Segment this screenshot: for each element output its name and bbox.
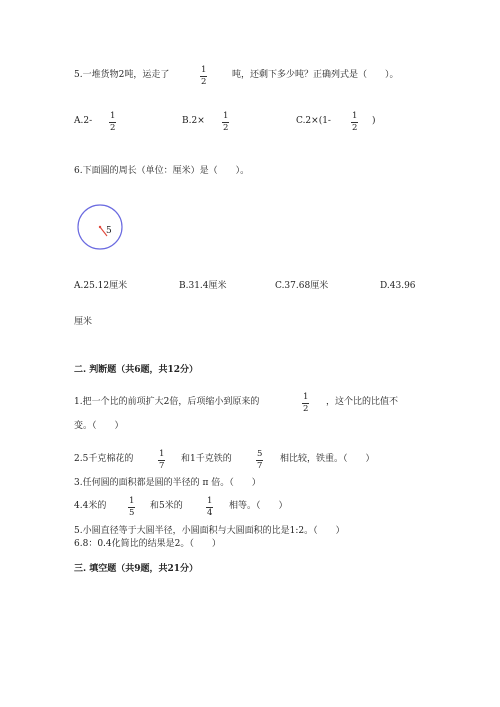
section-2-title: 二. 判断题（共6题，共12分）	[74, 365, 199, 375]
section-3-title: 三. 填空题（共9题，共21分）	[74, 564, 199, 574]
fraction-numerator: 1	[201, 65, 207, 75]
q5-stem-end: 吨，还剩下多少吨？正确列式是（ ）。	[232, 70, 399, 80]
judge-4-fraction-2	[206, 497, 213, 517]
judge-3: 3.任何圆的面积都是圆的半径的 π 倍。（ ）	[74, 478, 261, 488]
fraction-denominator: 7	[257, 460, 263, 471]
judge-2-mid: 和1千克铁的	[181, 454, 232, 464]
q5-option-c-close: )	[372, 116, 376, 126]
judge-1-cont: 变。（ ）	[74, 421, 124, 431]
judge-4-start: 4.4米的	[74, 501, 107, 511]
judge-5: 5.小圆直径等于大圆半径，小圆面积与大圆面积的比是1:2。（ ）	[74, 526, 345, 536]
fraction-denominator: 5	[129, 507, 135, 518]
q5-fraction	[200, 66, 207, 86]
q5-option-a: A.2-	[74, 116, 93, 126]
q5-stem-start: 5.一堆货物2吨，运走了	[74, 70, 170, 80]
q5-option-a-fraction	[109, 112, 116, 132]
judge-4-fraction-1	[128, 497, 135, 517]
fraction-numerator: 1	[223, 111, 229, 121]
q5-option-b: B.2×	[182, 116, 205, 126]
judge-2-end: 相比较，铁重。（ ）	[280, 454, 375, 464]
fraction-denominator: 2	[201, 76, 207, 87]
judge-1-fraction	[302, 393, 309, 413]
fraction-denominator: 7	[159, 460, 165, 471]
radius-label: 5	[106, 226, 112, 236]
q6-option-d: D.43.96	[380, 281, 416, 291]
q6-option-d-unit: 厘米	[74, 317, 93, 327]
judge-2-start: 2.5千克棉花的	[74, 454, 134, 464]
fraction-denominator: 2	[352, 122, 358, 133]
q6-option-b: B.31.4厘米	[179, 281, 227, 291]
q5-option-b-fraction	[222, 112, 229, 132]
judge-1-start: 1.把一个比的前项扩大2倍，后项缩小到原来的	[74, 397, 260, 407]
judge-2-fraction-1	[158, 450, 165, 470]
fraction-denominator: 4	[207, 507, 213, 518]
judge-1-end: ，这个比的比值不	[326, 397, 399, 407]
q6-option-c: C.37.68厘米	[275, 281, 329, 291]
q6-option-a: A.25.12厘米	[74, 281, 128, 291]
q5-option-c: C.2×(1-	[296, 116, 331, 126]
fraction-numerator: 1	[110, 111, 116, 121]
fraction-denominator: 2	[110, 122, 116, 133]
fraction-numerator: 5	[257, 449, 263, 459]
fraction-numerator: 1	[303, 392, 309, 402]
fraction-numerator: 1	[352, 111, 358, 121]
fraction-numerator: 1	[129, 496, 135, 506]
circle-figure	[74, 203, 126, 255]
judge-6: 6.8：0.4化简比的结果是2。（ ）	[74, 539, 221, 549]
judge-2-fraction-2	[256, 450, 263, 470]
q5-option-c-fraction	[351, 112, 358, 132]
q6-stem: 6.下面圆的周长（单位：厘米）是（ ）。	[74, 166, 250, 176]
fraction-numerator: 1	[207, 496, 213, 506]
fraction-denominator: 2	[303, 403, 309, 414]
fraction-denominator: 2	[223, 122, 229, 133]
fraction-numerator: 1	[159, 449, 165, 459]
judge-4-mid: 和5米的	[150, 501, 183, 511]
judge-4-end: 相等。（ ）	[229, 501, 288, 511]
